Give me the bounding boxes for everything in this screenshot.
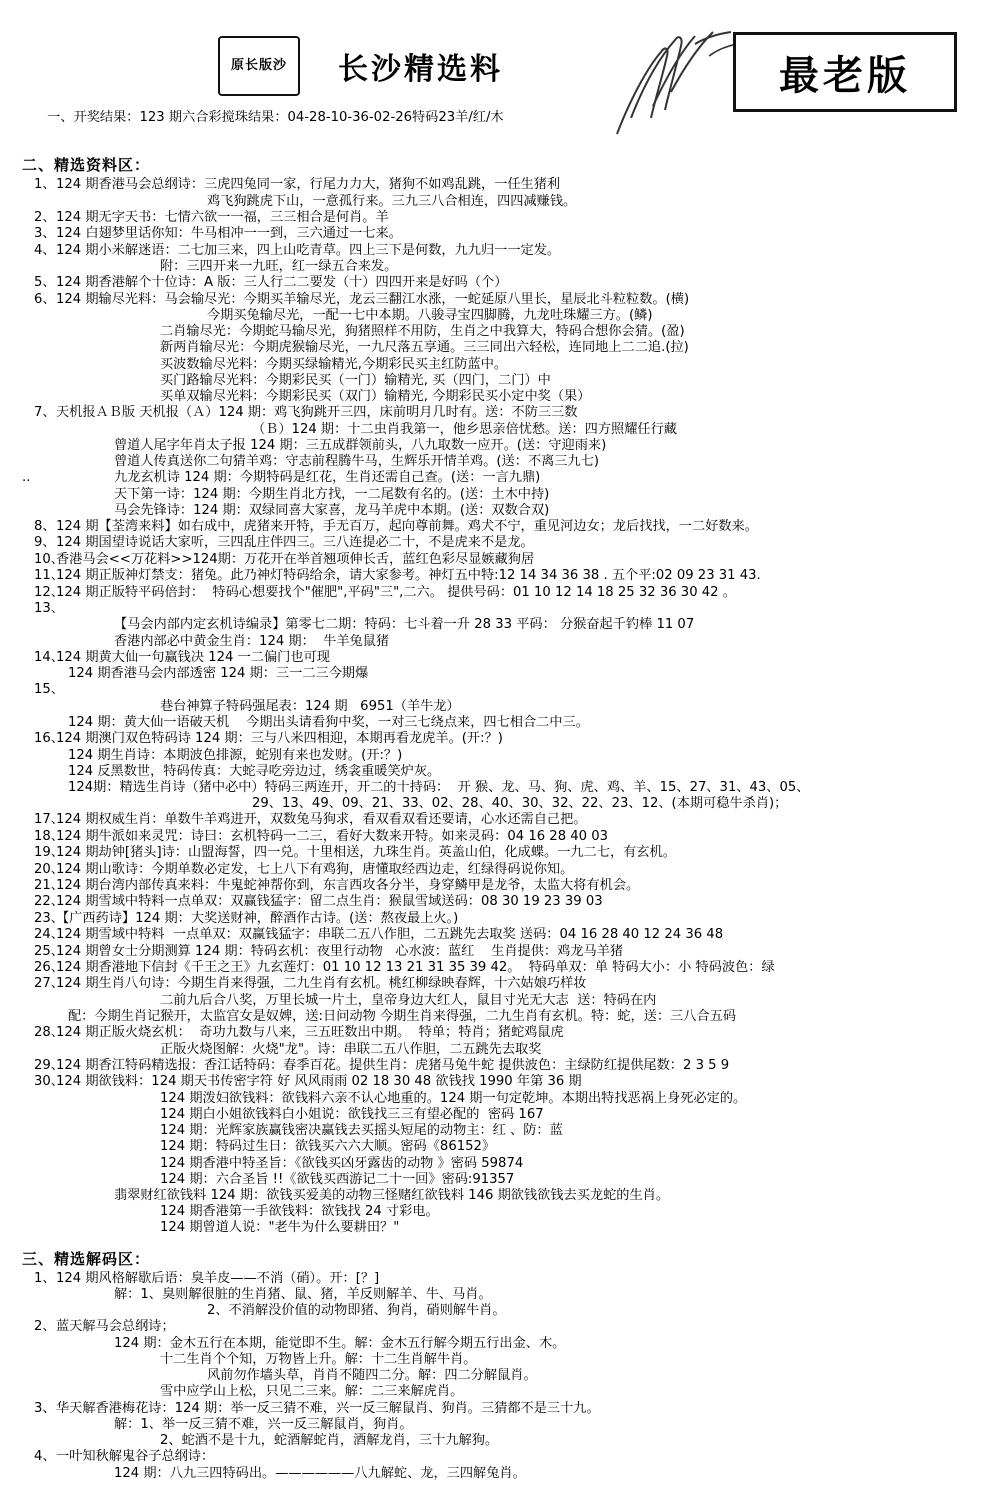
- item-text: 124 期台湾内部传真来料：牛鬼蛇神帮你到，东言西攻各分半，身穿鳞甲是龙爷，太监大将有机会。: [56, 878, 640, 894]
- list-item: [22, 535, 965, 551]
- stamp-line-2: 版沙: [259, 57, 288, 73]
- list-item: [22, 1074, 965, 1236]
- item-text: 【广西药诗】124 期：大奖送财神，醉酒作古诗。(送：熬夜最上火。): [56, 910, 459, 926]
- item-text: 124 期正版火烧玄机： 奇功九数与八来，三五旺数出中期。 特单；特肖；猪蛇鸡鼠虎: [56, 1025, 564, 1041]
- list-item: [22, 552, 965, 568]
- item-number: 30、: [34, 1074, 64, 1090]
- stamp-line-1: 原长: [230, 57, 259, 73]
- item-number: 5、: [34, 275, 56, 291]
- list-item: [22, 405, 965, 519]
- list-item: [22, 1058, 965, 1074]
- item-text: 124 期：六合圣旨 !!《欲钱买西游记二十一回》密码:91357: [160, 1171, 515, 1187]
- item-text: 124 期：特码过生日：欲钱买六六大顺。密码《86152》: [160, 1139, 496, 1155]
- list-item: [22, 682, 965, 731]
- list-item: [22, 177, 965, 210]
- item-number: 8、: [34, 518, 56, 534]
- list-item: [22, 226, 965, 242]
- item-text: 124 期风格解歇后语：臭羊皮——不消（硝）。开：[？]: [56, 1270, 380, 1286]
- item-number: 18、: [34, 828, 64, 844]
- origin-stamp: [218, 36, 300, 96]
- item-text: 华天解香港梅花诗：124 期：举一反三猜不难，兴一反三解鼠肖、狗肖。三猜都不是三十九。: [56, 1400, 600, 1416]
- item-text: 124 期泼妇欲钱料：欲钱料六亲不认心地重的。124 期一句定乾坤。本期出特找恶祸上身死必定的。: [160, 1090, 747, 1106]
- item-text: 一叶知秋解鬼谷子总纲诗：: [56, 1449, 215, 1465]
- list-item: [22, 731, 965, 812]
- item-text: 124 期曾女士分期测算 124 期：特码玄机：夜里行动物 心水波：蓝红 生肖提供：鸡龙马羊猪: [56, 943, 624, 959]
- item-number: 19、: [34, 845, 64, 861]
- item-text: 124 期香江特码精选报：香江话特码：春季百花。提供生肖：虎猪马兔牛蛇 提供波色：主绿防红提供尾数：2 3 5 9: [56, 1057, 730, 1073]
- item-text: 风前勿作墙头草，肖肖不随四二分。解：四二分解鼠肖。: [207, 1368, 537, 1384]
- page-title: 长沙精选料: [338, 52, 503, 87]
- item-text: 29、13、49、09、21、33、02、28、40、30、32、22、23、12、(本期可稳牛杀肖)；: [252, 796, 788, 812]
- item-text: 曾道人尾字年肖太子报 124 期：三五成群领前头，八九取数一应开。(送：守迎雨来): [114, 437, 607, 453]
- item-text: 巷台神算子特码强尾表：124 期 6951（羊牛龙）: [160, 698, 460, 714]
- item-text: 124 期香港中特圣旨：《欲钱买凶牙露齿的动物 》密码 59874: [160, 1155, 524, 1171]
- item-number: 1、: [34, 177, 56, 193]
- item-text: 124 期：光辉家族赢钱密决赢钱去买摇头短尾的动物主：红 、防：蓝: [160, 1123, 563, 1139]
- item-number: 2、: [34, 209, 56, 225]
- item-number: 3、: [34, 226, 56, 242]
- item-text: 十二生肖个个知，万物皆上升。解：十二生肖解牛肖。: [160, 1351, 477, 1367]
- list-item: [22, 292, 965, 406]
- item-number: 27、: [34, 976, 64, 992]
- item-text: 124 期权威生肖：单数牛羊鸡进开，双数兔马狗求，看双看双看还要请，心水还需自己把。: [56, 812, 587, 828]
- item-text: 马会先锋诗：124 期：双绿同喜大家喜，龙马羊虎中本期。(送：双数合双): [114, 502, 550, 518]
- item-text: 124 期香港解个十位诗：A 版：三人行二二要发（十）四四开来是好吗（个）: [56, 275, 508, 291]
- item-text: 124 期澳门双色特码诗 124 期：三与八米四相迎，本期再看龙虎羊。(开:？): [56, 731, 503, 747]
- item-number: 21、: [34, 878, 64, 894]
- item-number: 4、: [34, 242, 56, 258]
- item-text: 蓝天解马会总纲诗；: [56, 1319, 175, 1335]
- item-text: 124 期香港马会内部透密 124 期：三一二三今期爆: [68, 666, 369, 682]
- item-text: .. 九龙玄机诗 124 期：今期特码是红花，生肖还需自己查。(送：一言九鼎): [22, 470, 965, 486]
- item-text: 买波数输尽光料：今期买绿输精光,今期彩民买主红防蓝中。: [160, 356, 508, 372]
- item-text: 2、不消解没价值的动物即猪、狗肖，硝则解牛肖。: [207, 1303, 506, 1319]
- item-number: 17、: [34, 812, 64, 828]
- list-item: [22, 944, 965, 960]
- list-item: [22, 568, 965, 584]
- item-text: 124 期香港马会总纲诗：三虎四兔同一家，行尾力力大，猪狗不如鸡乱跳，一任生猪利: [56, 177, 561, 193]
- item-number: 9、: [34, 535, 56, 551]
- item-text: 124 期国望诗说话大家听，三四乱庄伴四三。三八连提必二十，不是虎来不是龙。: [56, 535, 534, 551]
- item-text: 124 期欲钱料：124 期天书传密字符 好 风风雨雨 02 18 30 48 欲钱找 1990 年第 36 期: [56, 1074, 582, 1090]
- item-text: 香港马会<<万花料>>124期：万花开在举首翘项伸长舌，蓝红色彩尽显嫉藏狗居: [56, 551, 535, 567]
- item-text: 【马会内部内定玄机诗编录】第零七二期：特码：七斗着一升 28 33 平码： 分猴奋起千钓棒 11 07: [114, 617, 695, 633]
- list-item: [22, 845, 965, 861]
- item-text: 124 期香港第一手欲钱料：欲钱找 24 寸彩电。: [160, 1204, 439, 1220]
- item-number: 24、: [34, 927, 64, 943]
- item-text: 124 期山歌诗：今期单数必定发，七上八下有鸡狗，唐懂取经西边走，红绿得码说你知。: [56, 861, 574, 877]
- oldest-version-badge: 最老版: [733, 32, 957, 112]
- item-text: 解：1、举一反三猜不难，兴一反三解鼠肖，狗肖。: [114, 1416, 413, 1432]
- item-number: 1、: [34, 1270, 56, 1286]
- item-number: 23、: [34, 910, 64, 926]
- item-text: 配：今期生肖记猴开，太监宫女是奴婢，送:日问动物 今期生肖来得强，二九生肖有玄机。特：蛇，送：三八合五码: [68, 1009, 737, 1025]
- item-text: 雪中应学山上松，只见二三来。解：二三来解虎肖。: [160, 1384, 464, 1400]
- item-number: 20、: [34, 861, 64, 877]
- list-item: [22, 1025, 965, 1058]
- item-text: 附：三四开来一九旺，红一绿五合来发。: [160, 259, 398, 275]
- list-item: [22, 1271, 965, 1320]
- item-text: 二肖输尽光：今期蛇马输尽光，狗猪照样不用防，生肖之中我算大，特码合想你会猜。(盈): [160, 324, 685, 340]
- item-text: 鸡飞狗跳虎下山，一意孤行来。三九三八合相连，四四减赚钱。: [207, 193, 577, 209]
- item-number: 7、: [34, 405, 56, 421]
- item-text: 天机报ＡＢ版 天机报（Ａ）124 期：鸡飞狗跳开三四，床前明月几时有。送：不防三三数: [56, 405, 578, 421]
- section-1-result: 123 期六合彩搅珠结果：04-28-10-36-02-26特码23羊/红/木: [139, 110, 504, 126]
- item-text: 二前九后合八奖，万里长城一片土，皇帝身边大红人，鼠目寸光无大志 送：特码在内: [160, 992, 657, 1008]
- list-item: [22, 911, 965, 927]
- item-text: 买单双输尽光料：今期彩民买（双门）输精光, 今期彩民买小定中奖（果）: [160, 389, 591, 405]
- list-item: [22, 862, 965, 878]
- list-item: [22, 894, 965, 910]
- item-text: 124 期：金木五行在本期，能觉即不生。解：金木五行解今期五行出金、木。: [114, 1335, 566, 1351]
- item-text: 124 白翅梦里话你知：牛马相冲一一到，三六通过一七来。: [56, 226, 402, 242]
- item-text: 124 期正版神灯禁支：猪兔。此乃神灯特码给余，请大家参考。神灯五中特:12 14 34 36 38 . 五个平:02 09 23 31 43.: [56, 568, 761, 584]
- section-1-title: 一、开奖结果：: [47, 110, 140, 126]
- item-text: 124 反黑数世，特码传真：大蛇寻吃旁边过，绣衾重暖笑炉灰。: [68, 763, 441, 779]
- list-item: [22, 927, 965, 943]
- list-item: [22, 976, 965, 1025]
- item-number: 26、: [34, 960, 64, 976]
- list-item: [22, 878, 965, 894]
- list-item: [22, 601, 965, 650]
- item-number: 3、: [34, 1400, 56, 1416]
- item-number: 4、: [34, 1449, 56, 1465]
- list-item: [22, 650, 965, 683]
- item-text: 124 期白小姐欲钱料白小姐说：欲钱找三三有望必配的 密码 167: [160, 1106, 544, 1122]
- item-text: 124 期小米解迷语：二七加三来，四上山吃青草。四上三下是何数，九九归一一定发。: [56, 242, 561, 258]
- section-2-title: 二、精选资料区：: [22, 156, 151, 175]
- item-number: 15、: [34, 682, 64, 698]
- item-text: 买门路输尽光料：今期彩民买（一门）输精光, 买（四门，二门）中: [160, 372, 551, 388]
- item-text: 天下第一诗：124 期：今期生肖北方找，一二尾数有名的。(送：土木中持): [114, 486, 550, 502]
- item-text: 解：1、臭则解很脏的生肖猪、鼠、猪，羊反则解羊、牛、马肖。: [114, 1286, 492, 1302]
- item-text: 124 期生肖八句诗：今期生肖来得强，二九生肖有玄机。桃红柳绿映春辉，十六姑娘巧样妆: [56, 976, 587, 992]
- item-text: 124 期：黄大仙一语破天机 今期出头请看狗中奖，一对三七绕点来，四七相合二中三。: [68, 714, 589, 730]
- item-text: 124期：精选生肖诗（猪中必中）特码三两连开，开二的十持码： 开 猴、龙、马、狗、虎、鸡、羊、15、27、31、43、05、: [68, 779, 810, 795]
- item-text: 正版火烧图解：火烧"龙"。诗：串联二五八作胆，二五跳先去取奖: [160, 1041, 542, 1057]
- item-text: 124 期黄大仙一句赢钱决 124 一二偏门也可现: [56, 649, 330, 665]
- list-item: [22, 210, 965, 226]
- item-number: 6、: [34, 291, 56, 307]
- item-text: 124 期劫钟[猪头]诗：山盟海誓，四一兑。十里相送，九珠生肖。英盖山伯，化成蝶。一九二七，有玄机。: [56, 845, 676, 861]
- item-number: 2、: [34, 1319, 56, 1335]
- item-text: 新两肖输尽光：今期虎猴输尽光，一九尺落五享通。三三同出六轻松，连同地上二二追.(拉): [160, 340, 689, 356]
- list-item: [22, 585, 965, 601]
- item-number: 13、: [34, 600, 64, 616]
- item-text: 124 期：八九三四特码出。——————八九解蛇、龙，三四解兔肖。: [114, 1465, 526, 1481]
- item-text: 124 期曾道人说："老牛为什么要耕田？": [160, 1220, 400, 1236]
- list-item: [22, 829, 965, 845]
- item-text: 香港内部必中黄金生肖：124 期： 牛羊兔鼠猪: [114, 633, 390, 649]
- item-text: 124 期雪域中特料一点单双：双赢钱猛字：留二点生肖：猴鼠雪域送码：08 30 19 23 39 03: [56, 894, 603, 910]
- item-text: 124 期香港地下信封《千王之王》九玄莲灯：01 10 12 13 21 31 35 39 42。 特码单双：单 特码大小：小 特码波色：绿: [56, 960, 775, 976]
- document-header: [22, 18, 965, 99]
- list-item: [22, 1319, 965, 1400]
- list-item: [22, 1449, 965, 1482]
- item-number: 16、: [34, 731, 64, 747]
- item-text: 124 期生肖诗：本期波色排源，蛇别有来也发财。(开:？): [68, 747, 403, 763]
- item-text: 124 期雪域中特料 一点单双：双赢钱猛字：串联二五八作胆，二五跳先去取奖 送码：04 16 28 40 12 24 36 48: [56, 927, 724, 943]
- item-text: 翡翠财红欲钱料 124 期：欲钱买爱美的动物三怪赌红欲钱料 146 期欲钱欲钱去买龙蛇的生肖。: [114, 1187, 670, 1203]
- item-text: 124 期输尽光料：马会输尽光：今期买羊输尽光，龙云三翻江水涨，一蛇延原八里长，星辰北斗粒粒数。(横): [56, 291, 690, 307]
- item-text: 124 期【荃湾来料】如右成中，虎猪来开特，手无百万，起向尊前舞。鸡犬不宁，重见河边女；龙后找找，一二好数来。: [56, 518, 758, 534]
- item-number: 11、: [34, 568, 64, 584]
- item-number: 14、: [34, 649, 64, 665]
- section-3-title: 三、精选解码区：: [22, 1249, 151, 1268]
- list-item: [22, 812, 965, 828]
- item-text: 2、蛇酒不是十九，蛇酒解蛇肖，酒解龙肖，三十九解狗。: [160, 1433, 499, 1449]
- item-text: 124 期正版特平码倍封： 特码心想要找个"催肥",平码"三",二六。 提供号码：01 10 12 14 18 25 32 36 30 42 。: [56, 584, 736, 600]
- item-text: （Ｂ）124 期：十二虫肖我第一，他乡思亲倍忧愁。送：四方照耀任行藏: [252, 421, 677, 437]
- item-text: 124 期牛派如来灵咒：诗曰：玄机特码一二三，看好大数来开特。如来灵码：04 16 28 40 03: [56, 828, 609, 844]
- item-number: 22、: [34, 894, 64, 910]
- section-2-list: [22, 177, 965, 1236]
- section-3-list: [22, 1271, 965, 1482]
- item-number: 29、: [34, 1057, 64, 1073]
- list-item: [22, 960, 965, 976]
- item-number: 28、: [34, 1025, 64, 1041]
- list-item: [22, 243, 965, 276]
- list-item: [22, 275, 965, 291]
- list-item: [22, 1401, 965, 1450]
- list-item: [22, 519, 965, 535]
- item-text: 今期买兔输尽光，一配一七中本期。八骏寻宝四脚腾，九龙吐珠耀三方。(鳞): [207, 308, 653, 324]
- item-text: 曾道人传真送你二句猜羊鸡：守志前程腾牛马，生辉乐开情羊鸡。(送：不离三九七): [114, 454, 600, 470]
- item-text: 124 期无字天书：七情六欲一一福，三三相合是何肖。羊: [56, 209, 389, 225]
- item-number: 25、: [34, 943, 64, 959]
- item-number: 12、: [34, 584, 64, 600]
- item-number: 10、: [34, 551, 64, 567]
